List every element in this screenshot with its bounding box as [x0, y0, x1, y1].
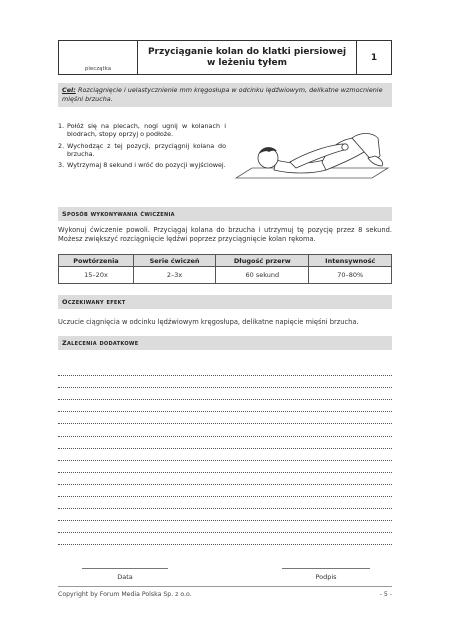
table-header-cell: Długość przerw	[216, 255, 309, 267]
table-header-cell: Powtórzenia	[59, 255, 134, 267]
note-line[interactable]	[58, 388, 392, 400]
table-cell: 15–20x	[59, 267, 134, 284]
signature-label: Podpis	[315, 573, 337, 581]
stamp-cell	[59, 41, 138, 74]
step-item	[58, 122, 226, 139]
exercise-title: Przyciąganie kolan do klatki piersiowej w leżeniu tyłem	[138, 41, 357, 74]
table-header-row	[59, 255, 392, 267]
date-label: Data	[117, 573, 133, 581]
method-heading: Sposób wykonywania ćwiczenia	[62, 210, 175, 218]
step-text: Wychodząc z tej pozycji, przyciągnij kolana do brzucha.	[67, 141, 226, 158]
note-line[interactable]	[58, 400, 392, 412]
table-header-cell: Intensywność	[309, 255, 392, 267]
note-line[interactable]	[58, 412, 392, 424]
table-cell: 60 sekund	[216, 267, 309, 284]
goal-text: Rozciągnięcie i uelastycznienie mm kręgosłupa w odcinku lędźwiowym, delikatne wzmocnienie mięśni brzucha.	[62, 86, 383, 103]
note-line[interactable]	[58, 497, 392, 509]
step-number: 3.	[58, 161, 65, 170]
step-number: 1.	[58, 122, 65, 130]
note-line[interactable]	[58, 521, 392, 533]
footer-divider	[58, 586, 392, 587]
step-item	[58, 161, 226, 169]
note-line[interactable]	[58, 424, 392, 436]
exercise-illustration	[232, 118, 392, 188]
table-row	[59, 267, 392, 284]
effect-heading-bar	[58, 295, 392, 309]
effect-heading: Oczekiwany efekt	[62, 298, 126, 306]
copyright-text: Copyright by Forum Media Polska Sp. z o.o.	[58, 591, 192, 598]
note-line[interactable]	[58, 461, 392, 473]
date-line[interactable]	[82, 568, 168, 569]
page-number: - 5 -	[379, 591, 392, 598]
stamp-label: pieczątka	[84, 66, 112, 72]
table-cell: 70–80%	[309, 267, 392, 284]
note-line[interactable]	[58, 449, 392, 461]
recommendations-heading-bar	[58, 336, 392, 350]
note-line[interactable]	[58, 485, 392, 497]
goal-label: Cel:	[62, 86, 76, 94]
step-text: Połóż się na plecach, nogi ugnij w kolanach i biodrach, stopy oprzyj o podłoże.	[67, 122, 226, 139]
step-number: 2.	[58, 141, 65, 150]
notes-area[interactable]	[58, 364, 392, 545]
step-text: Wytrzymaj 8 sekund i wróć do pozycji wyjściowej.	[67, 161, 226, 170]
note-line[interactable]	[58, 376, 392, 388]
steps-list	[58, 122, 226, 172]
note-line[interactable]	[58, 509, 392, 521]
goal-bar	[58, 83, 392, 107]
table-cell: 2–3x	[133, 267, 215, 284]
recommendations-heading: Zalecenia dodatkowe	[62, 339, 139, 347]
effect-text: Uczucie ciągnięcia w odcinku lędźwiowym kręgosłupa, delikatne napięcie mięśni brzucha.	[58, 318, 359, 326]
table-header-cell: Serie ćwiczeń	[133, 255, 215, 267]
exercise-number: 1	[370, 52, 378, 63]
signature-line[interactable]	[282, 568, 370, 569]
header-box	[58, 40, 392, 75]
method-heading-bar	[58, 207, 392, 221]
note-line[interactable]	[58, 437, 392, 449]
note-line[interactable]	[58, 364, 392, 376]
note-line[interactable]	[58, 533, 392, 545]
step-item	[58, 142, 226, 159]
note-line[interactable]	[58, 473, 392, 485]
method-text: Wykonuj ćwiczenie powoli. Przyciągaj kolana do brzucha i utrzymuj tę pozycję przez 8 sekund. Możesz zwiększyć rozciągnięcie lędźwi poprzez przyciągnięcie kolan rękoma.	[58, 226, 392, 244]
parameters-table	[58, 254, 392, 284]
